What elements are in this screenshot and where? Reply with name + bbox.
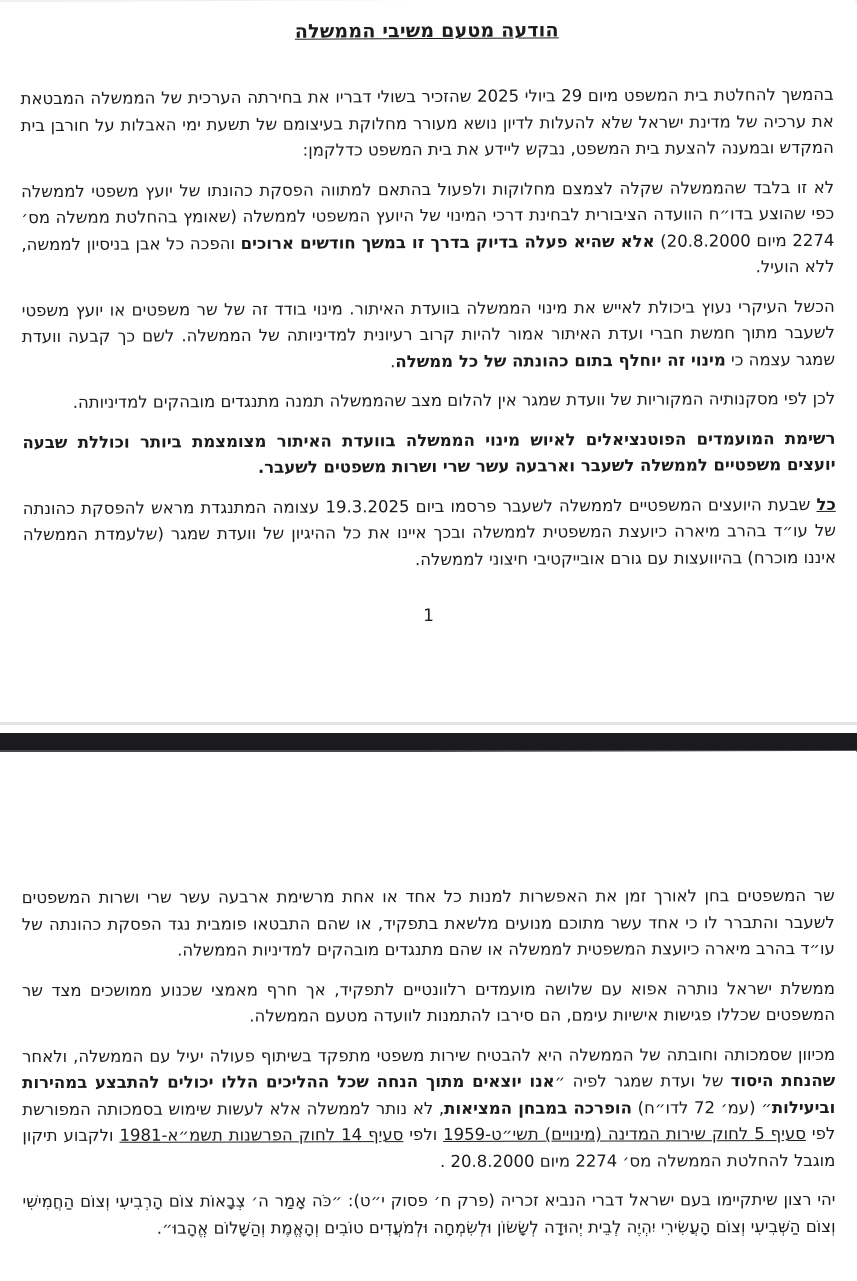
page-number: 1 xyxy=(423,606,434,626)
paragraph-court-decision: בהמשך להחלטת בית המשפט מיום 29 ביולי 2025 שהזכיר בשולי דבריו את בחירתה הערכית של הממשלה המבטאת את ערכיה של מדינת ישראל שלא להעלות לדיון נושא מעורר מחלוקת בעיצומם של תשעת ימי האבלות על חורבן בית המקדש ובמענה להצעת בית המשפט, נבקש ליידע את בית המשפט כדלקמן: xyxy=(20,84,834,160)
paragraph-petition: כל שבעת היועצים המשפטיים לממשלה לשעבר פרסמו ביום 19.3.2025 עצומה המתנגדת מראש להפסקת כהונתה של עו״ד בהרב מיארה כיועצת המשפטית לממשלה ובכך איינו את כל ההיגיון של וועדת שמגר (שלעמדת הממשלה איננו מוכרח) בהיוועצות עם גורם אובייקטיבי חיצוני לממשלה. xyxy=(22,494,837,569)
paragraph-candidate-list: רשימת המועמדים הפוטנציאלים לאיוש מינוי הממשלה בוועדת האיתור מצומצמת ביותר וכוללת שבעה יועצים משפטיים לממשלה לשעבר וארבעה עשר שרי ושרות משפטים לשעבר. xyxy=(22,428,836,477)
paragraph-government-authority: מכיוון שסמכותה וחובתה של הממשלה היא להבטיח שירות משפטי מתפקד בשיתוף פעולה יעיל עם הממשלה, ולאחר שהנחת היסוד של ועדת שמגר לפיה ״אנו יוצאים מתוך הנחה שכל ההליכים הללו יכולים להתבצע במהירות וביעילות״ (עמ׳ 72 לדו״ח) הופרכה במבחן המציאות, לא נותר לממשלה אלא לעשות שימוש בסמכותה המפורשת לפי סעיף 5 לחוק שירות המדינה (מינויים) תשי״ט-1959 ולפי סעיף 14 לחוק הפרשנות תשמ״א-1981 ולקבוע תיקון מוגבל להחלטת הממשלה מס׳ 2274 מיום 20.8.2000 . xyxy=(22,1044,836,1171)
paragraph-zechariah-verse: יהי רצון שיתקיימו בעם ישראל דברי הנביא זכריה (פרק ח׳ פסוק י״ט): ״כֹּה אָמַר ה׳ צְבָאוֹת צוֹם הָרְבִיעִי וְצוֹם הַחֲמִישִׁי וְצוֹם הַשְּׁבִיעִי וְצוֹם הָעֲשִׂירִי יִהְיֶה לְבֵית יְהוּדָה לְשָׂשׂוֹן וּלְשִׂמְחָה וּלְמֹעֲדִים טוֹבִים וְהָאֱמֶת וְהַשָּׁלוֹם אֱהָבוּ״. xyxy=(22,1189,836,1238)
paragraph-three-candidates: ממשלת ישראל נותרה אפוא עם שלושה מועמדים רלוונטיים לתפקיד, אך חרף מאמצי שכנוע ממושכים מצד שר המשפטים שכללו פגישות אישיות עימם, הם סירבו להתמנות לוועדה מטעם הממשלה. xyxy=(21,978,836,1026)
paragraph-minister-review: שר המשפטים בחן לאורך זמן את האפשרות למנות כל אחד או אחת מרשימת ארבעה עשר שרי ושרות המשפטים לשעבר והתברר לו כי אחד עשר מתוכם מנועים מלשאת בתפקיד, או שהם התבטאו פומבית נגד הפסקת כהונתה של עו״ד בהרב מיארה כיועצת המשפטית לממשלה או שהם מתנגדים מובהקים למדיניות הממשלה. xyxy=(21,885,835,960)
paragraph-shamgar-conclusions: לכן לפי מסקנותיה המקוריות של וועדת שמגר אין להלום מצב שהממשלה תמנה מתנגדים מובהקים למדיניותה. xyxy=(72,388,836,412)
paragraph-shamgar-track: לא זו בלבד שהממשלה שקלה לצמצם מחלוקות ולפעול בהתאם למתווה הפסקת כהונתו של יועץ משפטי לממשלה כפי שהוצע בדו״ח הוועדה הציבורית לבחינת דרכי המינוי של היועץ המשפטי לממשלה (שאומץ בהחלטת ממשלה מס׳ 2274 מיום 20.8.2000) אלא שהיא פעלה בדיוק בדרך זו במשך חודשים ארוכים והפכה כל אבן בניסיון לממשה, ללא הועיל. xyxy=(21,177,835,277)
page-2 xyxy=(0,751,857,1281)
paragraph-main-failure: הכשל העיקרי נעוץ ביכולת לאייש את מינוי הממשלה בוועדת האיתור. מינוי בודד זה של שר משפטים או יועץ משפטי לשעבר מתוך חמשת חברי ועדת האיתור אמור להיות קרוב רעיונית למדיניותה של הממשלה. לשם כך קבעה וועדת שמגר עצמה כי מינוי זה יוחלף בתום כהונתה של כל ממשלה. xyxy=(21,296,836,371)
page-1-bottom-edge xyxy=(0,722,857,725)
page-separator-bar xyxy=(0,733,857,752)
document-title: הודעה מטעם משיבי הממשלה xyxy=(294,19,559,43)
